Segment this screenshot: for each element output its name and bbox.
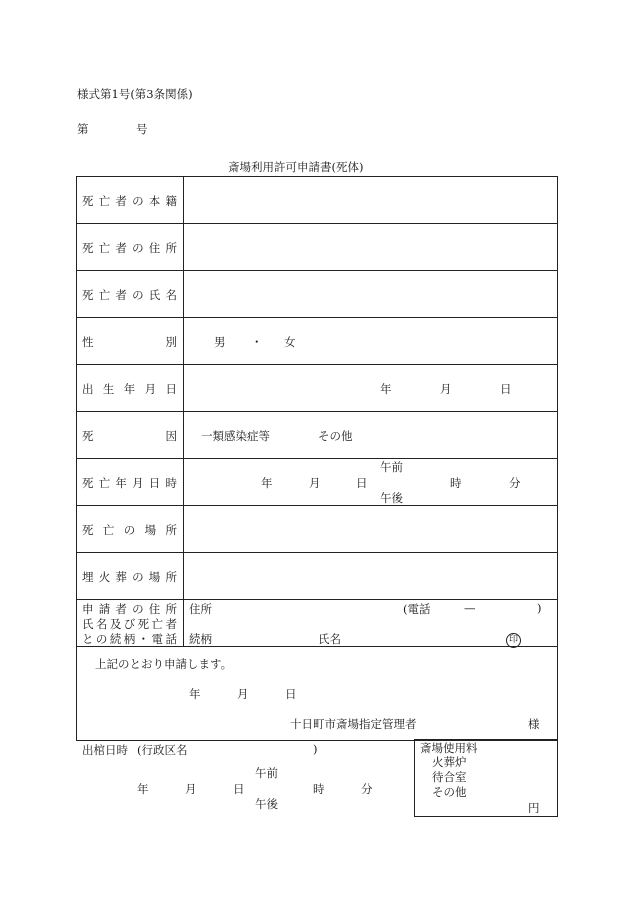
departure-hour-unit: 時 — [313, 782, 325, 796]
label-applicant-line1: 申 請 者 の 住 所 — [82, 602, 177, 616]
fee-unit: 円 — [528, 801, 540, 815]
cause-option-other[interactable]: その他 — [318, 429, 353, 443]
recipient: 十日町市斎場指定管理者 — [290, 717, 417, 731]
death-minute-unit: 分 — [509, 476, 521, 490]
label-burial-place: 埋 火 葬 の 場 所 — [82, 570, 177, 584]
seal-icon: 印 — [506, 633, 521, 648]
label-sex: 性 別 — [82, 335, 177, 349]
number-prefix: 第 — [77, 122, 89, 136]
district-open: (行政区名 — [137, 743, 188, 757]
applicant-address-label: 住所 — [189, 602, 212, 616]
row-divider — [76, 599, 557, 600]
row-divider — [76, 552, 557, 553]
declaration-text: 上記のとおり申請します。 — [95, 657, 233, 671]
departure-pm-option[interactable]: 午後 — [255, 797, 278, 811]
departure-month-unit: 月 — [185, 782, 197, 796]
applicant-name-label: 氏名 — [318, 632, 341, 646]
row-divider — [76, 411, 557, 412]
birth-day-unit: 日 — [500, 382, 512, 396]
sex-separator: ・ — [251, 335, 263, 349]
death-year-unit: 年 — [261, 476, 273, 490]
death-hour-unit: 時 — [450, 476, 462, 490]
fee-item-waiting-room: 待合室 — [432, 770, 467, 784]
row-divider — [76, 364, 557, 365]
death-month-unit: 月 — [309, 476, 321, 490]
death-am-option[interactable]: 午前 — [380, 460, 403, 474]
applicant-phone-dash: — — [464, 601, 476, 615]
district-close: ) — [313, 742, 318, 756]
applicant-phone-open: (電話 — [403, 602, 431, 616]
fee-item-other: その他 — [432, 785, 467, 799]
label-applicant-line2: 氏 名 及 び 死 亡 者 — [82, 617, 177, 631]
fee-item-cremation: 火葬炉 — [432, 755, 467, 769]
row-divider — [76, 458, 557, 459]
birth-month-unit: 月 — [440, 382, 452, 396]
recipient-honorific: 様 — [528, 717, 540, 731]
applicant-phone-close: ) — [537, 601, 542, 615]
departure-minute-unit: 分 — [361, 782, 373, 796]
declaration-month-unit: 月 — [237, 687, 249, 701]
form-number: 様式第1号(第3条関係) — [77, 87, 193, 101]
row-divider — [76, 223, 557, 224]
departure-am-option[interactable]: 午前 — [255, 766, 278, 780]
label-death-datetime: 死 亡 年 月 日 時 — [82, 476, 177, 490]
label-honseki: 死 亡 者 の 本 籍 — [82, 194, 177, 208]
label-name: 死 亡 者 の 氏 名 — [82, 288, 177, 302]
applicant-relation-label: 続柄 — [189, 632, 212, 646]
label-applicant-line3: と の 続 柄 ・ 電 話 — [82, 632, 177, 646]
label-place: 死 亡 の 場 所 — [82, 523, 177, 537]
sex-option-male[interactable]: 男 — [214, 335, 226, 349]
departure-year-unit: 年 — [137, 782, 149, 796]
row-divider — [76, 317, 557, 318]
departure-day-unit: 日 — [233, 782, 245, 796]
row-divider — [76, 270, 557, 271]
number-suffix: 号 — [136, 122, 148, 136]
cause-option-infectious[interactable]: 一類感染症等 — [201, 429, 270, 443]
sex-option-female[interactable]: 女 — [284, 335, 296, 349]
birth-year-unit: 年 — [380, 382, 392, 396]
declaration-year-unit: 年 — [189, 687, 201, 701]
label-cause: 死 因 — [82, 429, 177, 443]
death-day-unit: 日 — [356, 476, 368, 490]
declaration-day-unit: 日 — [285, 687, 297, 701]
seal-mark — [506, 631, 521, 648]
death-pm-option[interactable]: 午後 — [380, 491, 403, 505]
departure-label: 出棺日時 — [82, 743, 128, 757]
fee-title: 斎場使用料 — [420, 741, 478, 755]
label-birth: 出 生 年 月 日 — [82, 382, 177, 396]
page-title: 斎場利用許可申請書(死体) — [228, 160, 364, 174]
label-address: 死 亡 者 の 住 所 — [82, 241, 177, 255]
row-divider — [76, 505, 557, 506]
